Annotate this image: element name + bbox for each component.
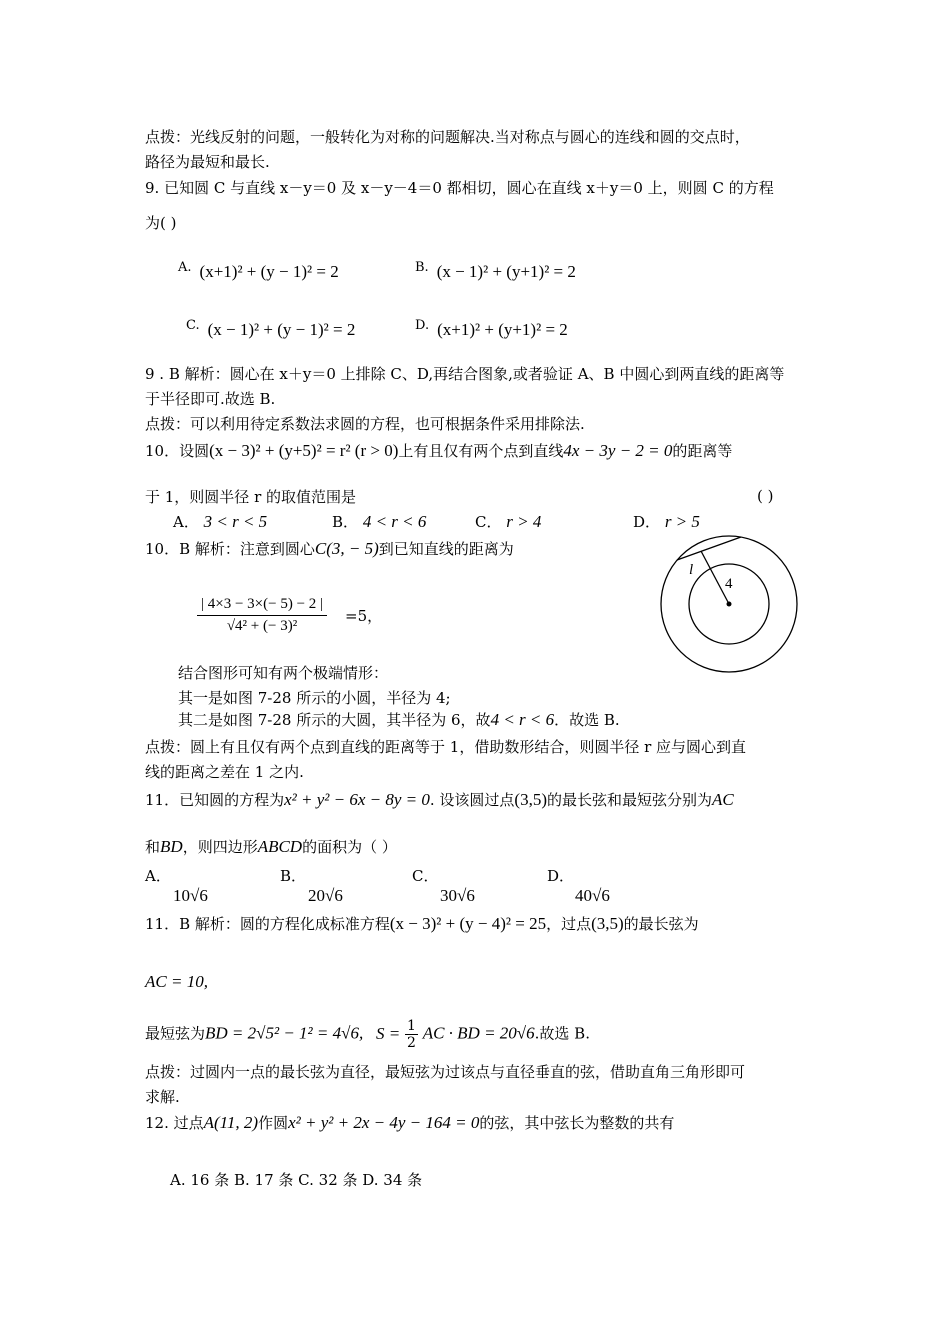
q10-stem: 10．设圆(x − 3)² + (y+5)² = r² (r > 0)上有且仅有两个点到直线4x − 3y − 2 = 0的距离等 bbox=[145, 441, 733, 460]
q10-option-a: A． 3 < r < 5 bbox=[173, 512, 268, 531]
q11-option-c: C． 30√6 bbox=[412, 867, 475, 905]
a10-distance-fraction: $\frac{| 4\times 3 - 3\times(- 5) - 2 |}{\text{√4² + (− 3)²}}$ bbox=[197, 596, 327, 635]
q9-option-d: D. (x+1)² + (y+1)² = 2 bbox=[415, 318, 568, 339]
figure-7-28-circles bbox=[655, 530, 803, 678]
q11-option-b: B． 20√6 bbox=[280, 867, 343, 905]
a9-line-2: 于半径即可.故选 B. bbox=[145, 390, 276, 408]
q10-stem-end: 于 1，则圆半径 r 的取值范围是 bbox=[145, 488, 357, 506]
tip9: 点拨：可以利用待定系数法求圆的方程，也可根据条件采用排除法. bbox=[145, 415, 585, 433]
a11-line-1: 11．B 解析：圆的方程化成标准方程(x − 3)² + (y − 4)² = 25，过点(3,5)的最长弦为 bbox=[145, 914, 699, 933]
tip-line-2: 路径为最短和最长. bbox=[145, 153, 270, 171]
distance-label: l bbox=[689, 562, 694, 578]
q11-option-a: A． 10√6 bbox=[145, 867, 208, 905]
q9-stem-end: 为( ) bbox=[145, 214, 177, 232]
a10-line-5: 其二是如图 7-28 所示的大圆，其半径为 6，故4 < r < 6．故选 B. bbox=[178, 710, 620, 729]
a11-line-2: AC = 10, bbox=[145, 972, 208, 991]
tip11-line-1: 点拨：过圆内一点的最长弦为直径，最短弦为过该点与直径垂直的弦，借助直角三角形即可 bbox=[145, 1063, 746, 1081]
radius-label: 4 bbox=[725, 576, 733, 592]
a9-line-1: 9 . B 解析：圆心在 x＋y＝0 上排除 C、D,再结合图象,或者验证 A、B 中圆心到两直线的距离等 bbox=[145, 365, 785, 383]
tip11-line-2: 求解. bbox=[145, 1088, 180, 1106]
q9-option-c: C. (x − 1)² + (y − 1)² = 2 bbox=[186, 318, 356, 339]
q11-stem-end: 和BD，则四边形ABCD的面积为（ ） bbox=[145, 837, 397, 856]
a10-distance-result: =5， bbox=[345, 607, 383, 625]
q9-option-b: B. (x − 1)² + (y+1)² = 2 bbox=[415, 260, 576, 281]
tip-line-1: 点拨：光线反射的问题，一般转化为对称的问题解决.当对称点与圆心的连线和圆的交点时， bbox=[145, 128, 750, 146]
a10-line-1: 10．B 解析：注意到圆心C(3, − 5)到已知直线的距离为 bbox=[145, 539, 514, 558]
q10-answer-blank: ( ) bbox=[757, 487, 774, 505]
q12-options: A. 16 条 B. 17 条 C. 32 条 D. 34 条 bbox=[170, 1171, 423, 1189]
a10-line-3: 结合图形可知有两个极端情形： bbox=[178, 664, 389, 682]
half-fraction: $\frac{1}{2}$ bbox=[407, 1018, 416, 1051]
q9-stem: 9. 已知圆 C 与直线 x－y＝0 及 x－y－4＝0 都相切，圆心在直线 x＋y＝0 上，则圆 C 的方程 bbox=[145, 179, 774, 197]
q10-option-b: B． 4 < r < 6 bbox=[332, 512, 427, 531]
tip10-line-2: 线的距离之差在 1 之内. bbox=[145, 763, 304, 781]
q10-option-d: D． r > 5 bbox=[633, 512, 700, 531]
q11-stem: 11．已知圆的方程为x² + y² − 6x − 8y = 0. 设该圆过点(3,5)的最长弦和最短弦分别为AC bbox=[145, 790, 734, 809]
tangent-line bbox=[677, 537, 741, 560]
a10-line-4: 其一是如图 7-28 所示的小圆，半径为 4; bbox=[178, 689, 451, 707]
q9-option-a: A. (x+1)² + (y − 1)² = 2 bbox=[178, 260, 339, 281]
q11-option-d: D． 40√6 bbox=[547, 867, 610, 905]
tip10-line-1: 点拨：圆上有且仅有两个点到直线的距离等于 1，借助数形结合，则圆半径 r 应与圆心到直 bbox=[145, 738, 747, 756]
q12-stem: 12. 过点A(11, 2)作圆x² + y² + 2x − 4y − 164 = 0的弦，其中弦长为整数的共有 bbox=[145, 1113, 675, 1132]
q10-option-c: C． r > 4 bbox=[475, 512, 542, 531]
center-point bbox=[727, 602, 732, 607]
a11-line-3: 最短弦为BD = 2√5² − 1² = 4√6, S = $\frac{1}{2}$ AC · BD = 20√6.故选 B. bbox=[145, 1018, 590, 1051]
